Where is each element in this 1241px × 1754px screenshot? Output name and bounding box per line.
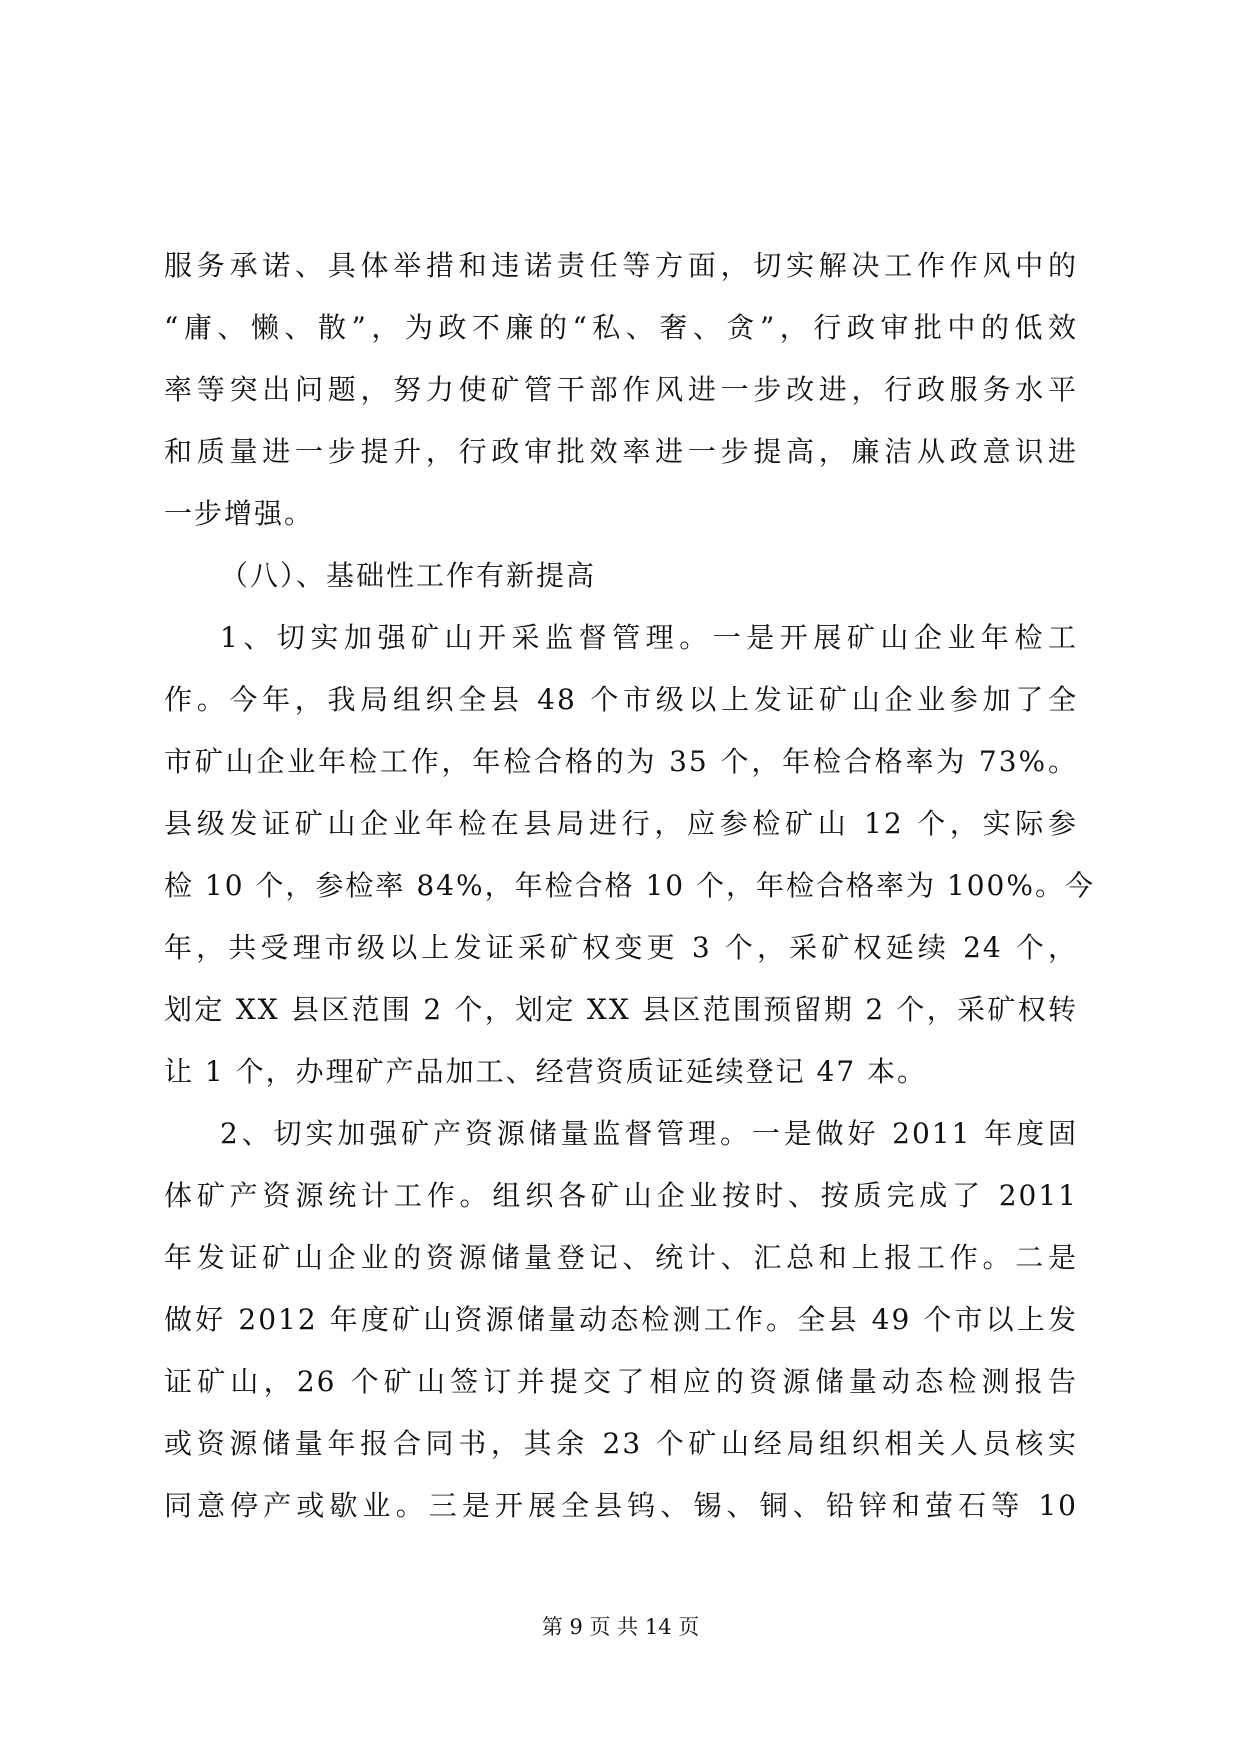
text-line: 体矿产资源统计工作。组织各矿山企业按时、按质完成了 2011 [164,1179,1078,1212]
text-line: 和质量进一步提升，行政审批效率进一步提高，廉洁从政意识进 [164,435,1078,468]
text-line: 让 1 个，办理矿产品加工、经营资质证延续登记 47 本。 [164,1055,928,1088]
text-line: 1、切实加强矿山开采监督管理。一是开展矿山企业年检工 [220,621,1078,654]
text-line: 或资源储量年报合同书，其余 23 个矿山经局组织相关人员核实 [164,1427,1078,1460]
text-line: 服务承诺、具体举措和违诺责任等方面，切实解决工作作风中的 [164,249,1078,282]
text-line: 证矿山，26 个矿山签订并提交了相应的资源储量动态检测报告 [164,1365,1078,1398]
text-line: 市矿山企业年检工作，年检合格的为 35 个，年检合格率为 73%。 [164,745,1078,778]
text-line: 年发证矿山企业的资源储量登记、统计、汇总和上报工作。二是 [164,1241,1078,1274]
text-line: 同意停产或歇业。三是开展全县钨、锡、铜、铅锌和萤石等 10 [164,1489,1078,1522]
text-line: 2、切实加强矿产资源储量监督管理。一是做好 2011 年度固 [220,1117,1078,1150]
text-line: 年，共受理市级以上发证采矿权变更 3 个，采矿权延续 24 个， [164,931,1078,964]
text-line: （八）、基础性工作有新提高 [220,559,597,592]
text-line: 率等突出问题，努力使矿管干部作风进一步改进，行政服务水平 [164,373,1078,406]
text-line: 划定 XX 县区范围 2 个，划定 XX 县区范围预留期 2 个，采矿权转 [164,993,1078,1026]
text-line: 检 10 个，参检率 84%，年检合格 10 个，年检合格率为 100%。今 [164,869,1095,902]
text-line: 作。今年，我局组织全县 48 个市级以上发证矿山企业参加了全 [164,683,1078,716]
document-body [164,235,1095,1537]
text-line: 一步增强。 [164,497,315,530]
text-line: 县级发证矿山企业年检在县局进行，应参检矿山 12 个，实际参 [164,807,1078,840]
text-line: 做好 2012 年度矿山资源储量动态检测工作。全县 49 个市以上发 [164,1303,1078,1336]
page-footer: 第 9 页 共 14 页 [541,1615,700,1639]
text-line: “庸、懒、散”，为政不廉的“私、奢、贪”，行政审批中的低效 [164,311,1078,344]
